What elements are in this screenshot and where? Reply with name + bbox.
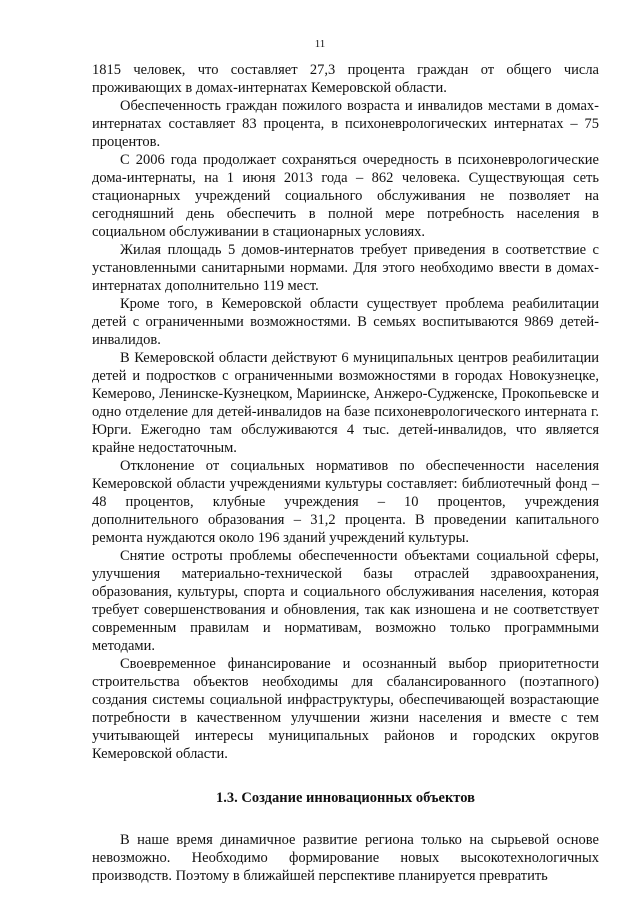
paragraph: Жилая площадь 5 домов-интернатов требует приведения в соответствие с установленными санитарными нормами. Для этого необходимо ввести в домах-интернатах дополнительно 119 мест. xyxy=(92,242,599,294)
paragraph: Своевременное финансирование и осознанный выбор приоритетности строительства объектов необходимы для сбалансированного (поэтапного) создания системы социальной инфраструктуры, обеспечивающей возрастающие потребности в качественном улучшении жизни населения и вместе с тем учитывающей интересы муниципальных районов и городских округов Кемеровской области. xyxy=(92,656,599,762)
page-number: 11 xyxy=(314,38,326,50)
paragraph: Снятие остроты проблемы обеспеченности объектами социальной сферы, улучшения материально-технической базы отраслей здравоохранения, образования, культуры, спорта и социального обслуживания населения, которая требует совершенствования и обновления, так как изношена и не соответствует современным правилам и нормативам, возможно только программными методами. xyxy=(92,548,599,654)
paragraph: Обеспеченность граждан пожилого возраста и инвалидов местами в домах-интернатах составляет 83 процента, в психоневрологических интернатах – 75 процентов. xyxy=(92,98,599,150)
paragraph: 1815 человек, что составляет 27,3 процента граждан от общего числа проживающих в домах-интернатах Кемеровской области. xyxy=(92,62,599,96)
document-body xyxy=(92,61,599,885)
section-heading: 1.3. Создание инновационных объектов xyxy=(216,790,475,806)
paragraph: В наше время динамичное развитие региона только на сырьевой основе невозможно. Необходимо формирование новых высокотехнологичных производств. Поэтому в ближайшей перспективе планируется превратить xyxy=(92,832,599,884)
paragraph: В Кемеровской области действуют 6 муниципальных центров реабилитации детей и подростков с ограниченными возможностями в городах Новокузнецке, Кемерово, Ленинске-Кузнецком, Мариинске, Анжеро-Судженске, Прокопьевске и одно отделение для детей-инвалидов на базе психоневрологического интерната г. Юрги. Ежегодно там обслуживаются 4 тыс. детей-инвалидов, что является крайне недостаточным. xyxy=(92,350,599,456)
paragraph: С 2006 года продолжает сохраняться очередность в психоневрологические дома-интернаты, на 1 июня 2013 года – 862 человека. Существующая сеть стационарных учреждений социального обслуживания не позволяет на сегодняшний день обеспечить в полной мере потребность населения в социальном обслуживании в стационарных условиях. xyxy=(92,152,599,240)
paragraph: Отклонение от социальных нормативов по обеспеченности населения Кемеровской области учреждениями культуры составляет: библиотечный фонд – 48 процентов, клубные учреждения – 10 процентов, учреждения дополнительного образования – 31,2 процента. В проведении капитального ремонта нуждаются около 196 зданий учреждений культуры. xyxy=(92,458,599,546)
paragraph: Кроме того, в Кемеровской области существует проблема реабилитации детей с ограниченными возможностями. В семьях воспитываются 9869 детей-инвалидов. xyxy=(92,296,599,348)
